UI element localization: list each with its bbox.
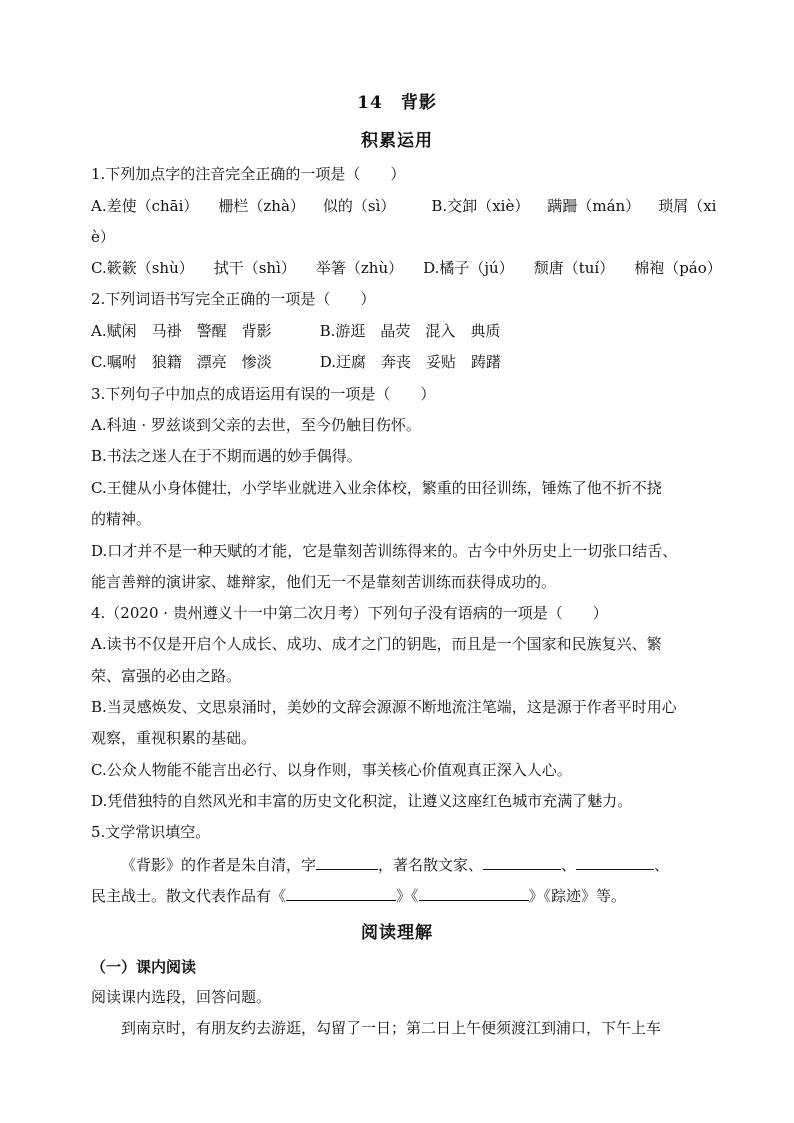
q2-row2 (91, 351, 703, 373)
q5-line1 (121, 853, 733, 876)
q1-c1: C.簌簌（shù） (91, 259, 194, 277)
q1-d2: 颓唐（tuí） (533, 259, 615, 277)
q1-b3: 琐屑（xi (658, 197, 717, 215)
lesson-title: 14 背影 (357, 93, 437, 113)
q1-d3: 棉袍（páo） (634, 259, 722, 277)
q1-stem: 1.下列加点字的注音完全正确的一项是（ ） (91, 165, 406, 183)
reading-instruction: 阅读课内选段，回答问题。 (91, 988, 272, 1006)
q1-d1: D.橘子（jú） (423, 259, 514, 277)
q1-c2: 拭干（shì） (213, 259, 296, 277)
q5-stem: 5.文学常识填空。 (91, 823, 211, 841)
q5-line2 (91, 884, 703, 907)
section-heading-accumulation: 积累运用 (361, 131, 433, 151)
q2-row1 (91, 320, 703, 342)
q1-options-ab-wrap: è） (91, 228, 115, 246)
q2-option-a: A.赋闲 马褂 警醒 背影 (91, 322, 272, 340)
fill-blank-identity-1[interactable] (483, 853, 561, 870)
q1-options-ab (91, 195, 717, 217)
fill-blank-work-2[interactable] (419, 884, 529, 901)
q1-b2: 蹒跚（mán） (547, 197, 641, 215)
q4-stem: 4.（2020 · 贵州遵义十一中第二次月考）下列句子没有语病的一项是（ ） (91, 604, 608, 622)
q3-option-d-line2: 能言善辩的演讲家、雄辩家，他们无一不是靠刻苦训练而获得成功的。 (91, 573, 557, 591)
q5-text-d: 、 (654, 856, 670, 874)
q1-options-cd (91, 257, 722, 279)
q2-option-c: C.嘱咐 狼籍 漂亮 惨淡 (91, 353, 272, 371)
q1-c3: 举箸（zhù） (315, 259, 404, 277)
reading-passage-line1: 到南京时，有朋友约去游逛，勾留了一日；第二日上午便须渡江到浦口，下午上车 (121, 1019, 662, 1037)
q3-option-d-line1: D.口才并不是一种天赋的才能，它是靠刻苦训练得来的。古今中外历史上一切张口结舌、 (91, 542, 678, 560)
q3-option-c-line2: 的精神。 (91, 510, 152, 528)
q1-a1: A.差使（chāi） (91, 197, 199, 215)
q2-stem: 2.下列词语书写完全正确的一项是（ ） (91, 290, 376, 308)
fill-blank-work-1[interactable] (286, 884, 396, 901)
q5-text-c: 、 (561, 856, 577, 874)
q1-a2: 栅栏（zhà） (218, 197, 305, 215)
q5-text-f: 》《 (396, 887, 419, 905)
q4-option-b-line1: B.当灵感焕发、文思泉涌时，美妙的文辞会源源不断地流注笔端，这是源于作者平时用心 (91, 698, 677, 716)
q1-b1: B.交卸（xiè） (431, 197, 530, 215)
q4-option-b-line2: 观察，重视积累的基础。 (91, 729, 257, 747)
section-heading-reading: 阅读理解 (361, 923, 433, 943)
subsection-in-class-reading: （一）课内阅读 (91, 958, 197, 976)
q3-stem: 3.下列句子中加点的成语运用有误的一项是（ ） (91, 385, 436, 403)
q1-a3: 似的（sì） (322, 197, 396, 215)
q5-text-g: 》《踪迹》等。 (528, 887, 627, 905)
q5-text-b: ，著名散文家、 (378, 856, 484, 874)
q2-option-b: B.游逛 晶荧 混入 典质 (319, 322, 501, 340)
q3-option-b: B.书法之迷人在于不期而遇的妙手偶得。 (91, 447, 362, 465)
q4-option-c: C.公众人物能不能言出必行、以身作则，事关核心价值观真正深入人心。 (91, 761, 572, 779)
q4-option-a-line2: 荣、富强的必由之路。 (91, 667, 242, 685)
fill-blank-identity-2[interactable] (576, 853, 654, 870)
q3-option-a: A.科迪 · 罗兹谈到父亲的去世，至今仍触目伤怀。 (91, 416, 421, 434)
q4-option-a-line1: A.读书不仅是开启个人成长、成功、成才之门的钥匙，而且是一个国家和民族复兴、繁 (91, 635, 662, 653)
q4-option-d: D.凭借独特的自然风光和丰富的历史文化积淀，让遵义这座红色城市充满了魅力。 (91, 792, 633, 810)
fill-blank-courtesy-name[interactable] (316, 853, 378, 870)
q2-option-d: D.迂腐 奔丧 妥贴 踌躇 (319, 353, 501, 371)
q5-text-a: 《背影》的作者是朱自清，字 (121, 856, 317, 874)
q5-text-e: 民主战士。散文代表作品有《 (91, 887, 287, 905)
q3-option-c-line1: C.王健从小身体健壮，小学毕业就进入业余体校，繁重的田径训练，锤炼了他不折不挠 (91, 479, 662, 497)
